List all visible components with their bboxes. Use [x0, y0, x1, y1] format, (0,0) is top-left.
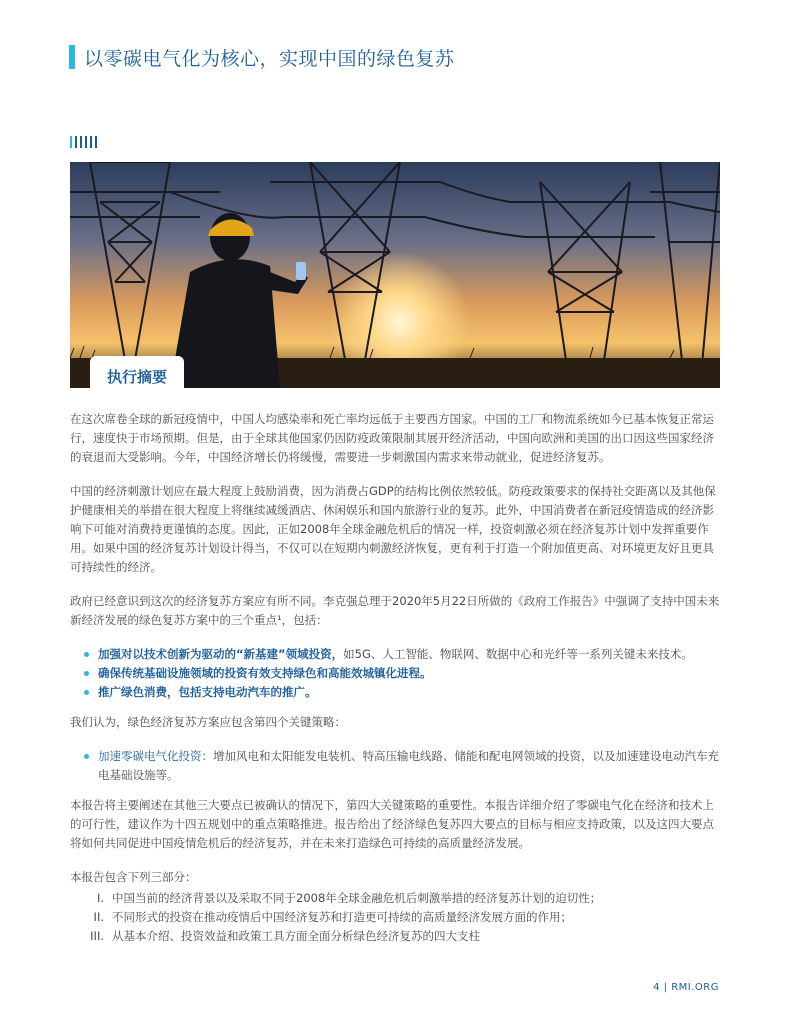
- strategy-list: [70, 747, 720, 785]
- section-list: [70, 889, 720, 946]
- page-title: 以零碳电气化为核心，实现中国的绿色复苏: [84, 48, 455, 70]
- page-footer: 4 | RMI.ORG: [653, 982, 719, 993]
- list-item: 加速零碳电气化投资：增加风电和太阳能发电装机、特高压输电线路、储能和配电网领域的投资，以及加速建设电动汽车充电基础设施等。: [70, 747, 720, 785]
- paragraph-2: 中国的经济刺激计划应在最大程度上鼓励消费，因为消费占GDP的结构比例依然较低。防疫政策要求的保持社交距离以及其他保护健康相关的举措在很大程度上将继续减缓酒店、休闲娱乐和国内旅游行业的复苏。此外，中国消费者在新冠疫情造成的经济影响下可能对消费持更谨慎的态度。因此，正如2008年全球金融危机后的情况一样，投资刺激必须在经济复苏计划中发挥重要作用。如果中国的经济复苏计划设计得当，不仅可以在短期内刺激经济恢复，更有利于打造一个附加值更高、对环境更友好且更具可持续性的经济。: [70, 484, 716, 574]
- list-item: III. 从基本介绍、投资效益和政策工具方面全面分析绿色经济复苏的四大支柱: [90, 929, 480, 943]
- section-marker: [70, 136, 97, 148]
- paragraph-6: 本报告包含下列三部分：: [70, 870, 197, 884]
- body-text: [70, 410, 720, 946]
- paragraph-5: 本报告将主要阐述在其他三大要点已被确认的情况下，第四大关键策略的重要性。本报告详细介绍了零碳电气化在经济和技术上的可行性，建议作为十四五规划中的重点策略推进。报告给出了经济绿色复苏四大要点的目标与相应支持政策，以及这四大要点将如何共同促进中国疫情危机后的经济复苏，并在未来打造绿色可持续的高质量经济发展。: [70, 798, 714, 850]
- list-item: 推广绿色消费，包括支持电动汽车的推广。: [70, 683, 720, 702]
- hero-image: [70, 162, 720, 388]
- priority-list: [70, 645, 720, 702]
- paragraph-1: 在这次席卷全球的新冠疫情中，中国人均感染率和死亡率均远低于主要西方国家。中国的工厂和物流系统如今已基本恢复正常运行，速度快于市场预期。但是，由于全球其他国家仍因防疫政策限制其展开经济活动，中国向欧洲和美国的出口因这些国家经济的衰退而大受影响。今年，中国经济增长仍将缓慢，需要进一步刺激国内需求来带动就业，促进经济复苏。: [70, 412, 714, 464]
- list-item: 确保传统基础设施领域的投资有效支持绿色和高能效城镇化进程。: [70, 664, 720, 683]
- section-tag: 执行摘要: [90, 356, 184, 396]
- list-item: II. 不同形式的投资在推动疫情后中国经济复苏和打造更可持续的高质量经济发展方面的作用；: [93, 910, 572, 924]
- paragraph-4: 我们认为，绿色经济复苏方案应包含第四个关键策略：: [70, 715, 346, 729]
- title-accent-bar: [69, 45, 75, 69]
- paragraph-3: 政府已经意识到这次的经济复苏方案应有所不同。李克强总理于2020年5月22日所做的《政府工作报告》中强调了支持中国未来新经济发展的绿色复苏方案中的三个重点¹，包括：: [70, 594, 720, 627]
- list-item: 加强对以技术创新为驱动的“新基建”领域投资，如5G、人工智能、物联网、数据中心和光纤等一系列关键未来技术。: [70, 645, 720, 664]
- list-item: I. 中国当前的经济背景以及采取不同于2008年全球金融危机后刺激举措的经济复苏计划的迫切性；: [96, 891, 602, 905]
